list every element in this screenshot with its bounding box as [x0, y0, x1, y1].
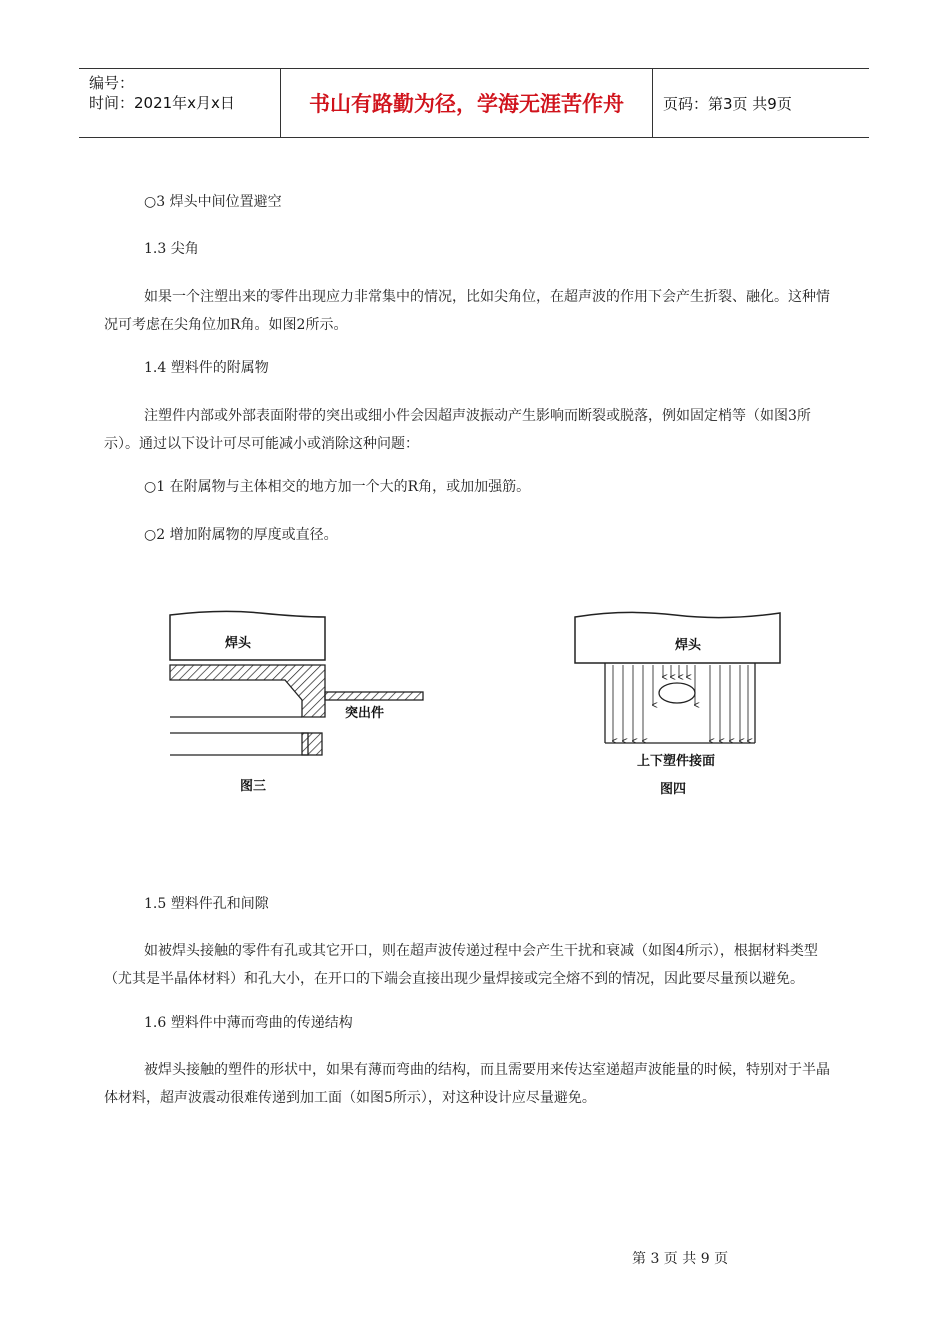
fig4-horn-label: 焊头 [675, 638, 702, 653]
paragraph-1-6: 被焊头接触的塑件的形状中，如果有薄而弯曲的结构，而且需要用来传达室递超声波能量的时候，特别对于半晶体材料，超声波震动很难传递到加工面（如图5所示），对这种设计应尽量避免。 [104, 1062, 830, 1106]
header-motto: 书山有路勤为径，学海无涯苦作舟 [281, 69, 653, 137]
fig4-hole [659, 683, 695, 703]
heading-1-5: 1.5 塑料件孔和间隙 [144, 896, 269, 912]
fig4-interface-label: 上下塑件接面 [637, 754, 716, 769]
paragraph-1-3: 如果一个注塑出来的零件出现应力非常集中的情况，比如尖角位，在超声波的作用下会产生折裂、融化。这种情况可考虑在尖角位加R角。如图2所示。 [104, 289, 830, 333]
header-page-label: 页码：第3页 共9页 [663, 94, 792, 113]
fig3-upper-part [170, 665, 325, 717]
heading-1-3: 1.3 尖角 [144, 241, 199, 257]
fig4-caption: 图四 [660, 782, 687, 797]
fig3-lower-hatch [302, 733, 322, 755]
fig3-caption: 图三 [240, 779, 267, 794]
item-o1: ○1 在附属物与主体相交的地方加一个大的R角，或加加强筋。 [144, 479, 531, 495]
header-time-label: 时间：2021年x月x日 [89, 94, 235, 112]
header-number-label: 编号： [89, 74, 135, 92]
fig3-lower-part [170, 733, 308, 755]
paragraph-1-4: 注塑件内部或外部表面附带的突出或细小件会因超声波振动产生影响而断裂或脱落，例如固定梢等（如图3所示）。通过以下设计可尽可能减小或消除这种问题： [104, 408, 811, 452]
figure-4-diagram [565, 605, 795, 805]
fig3-horn-label: 焊头 [225, 636, 252, 651]
fig3-protrusion [325, 692, 423, 700]
page-header [79, 68, 869, 138]
item-o3: ○3 焊头中间位置避空 [144, 194, 282, 210]
header-meta [79, 69, 281, 137]
heading-1-6: 1.6 塑料件中薄而弯曲的传递结构 [144, 1015, 353, 1031]
item-o2: ○2 增加附属物的厚度或直径。 [144, 527, 338, 543]
fig3-protrusion-label: 突出件 [345, 706, 385, 721]
figure-3-diagram [160, 605, 440, 805]
heading-1-4: 1.4 塑料件的附属物 [144, 360, 269, 376]
paragraph-1-5: 如被焊头接触的零件有孔或其它开口，则在超声波传递过程中会产生干扰和衰减（如图4所示），根据材料类型（尤其是半晶体材料）和孔大小，在开口的下端会直接出现少量焊接或完全熔不到的情况，因此要尽量预以避免。 [104, 943, 818, 987]
page-footer: 第 3 页 共 9 页 [632, 1251, 729, 1267]
